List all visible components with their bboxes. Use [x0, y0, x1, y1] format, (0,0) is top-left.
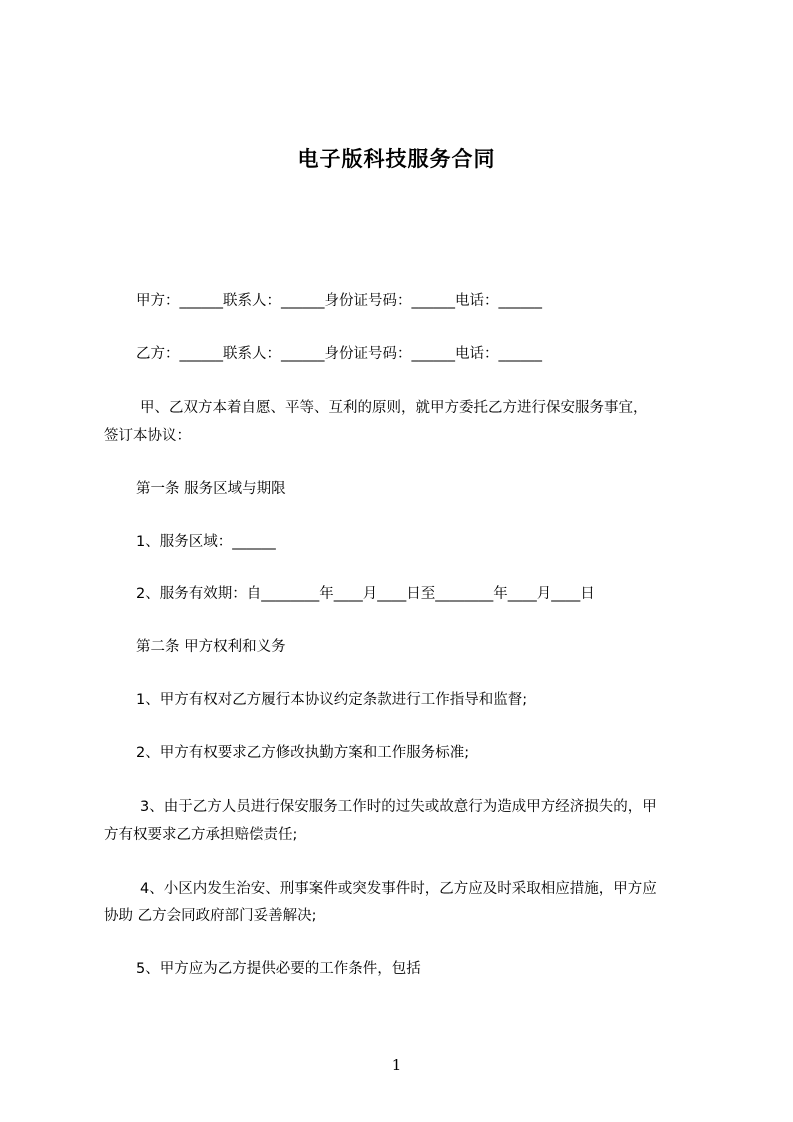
article-2-item-3-line-1: 3、由于乙方人员进行保安服务工作时的过失或故意行为造成甲方经济损失的，甲 [140, 799, 657, 815]
article-1-heading: 第一条 服务区域与期限 [136, 481, 286, 497]
article-2-item-5: 5、甲方应为乙方提供必要的工作条件，包括 [136, 961, 421, 977]
article-1-item-1: 1、服务区域：______ [136, 534, 276, 550]
article-2-item-3-line-2: 方有权要求乙方承担赔偿责任; [104, 827, 298, 843]
article-2-item-4-line-2: 协助 乙方会同政府部门妥善解决; [104, 908, 317, 924]
intro-line-1: 甲、乙双方本着自愿、平等、互利的原则，就甲方委托乙方进行保安服务事宜， [140, 400, 648, 416]
party-b-line: 乙方：______联系人：______身份证号码：______电话：______ [136, 346, 542, 362]
article-2-heading: 第二条 甲方权利和义务 [136, 639, 286, 655]
page-number: 1 [391, 1056, 402, 1074]
article-2-item-2: 2、甲方有权要求乙方修改执勤方案和工作服务标准; [136, 745, 470, 761]
party-a-line: 甲方：______联系人：______身份证号码：______电话：______ [136, 293, 542, 309]
intro-line-2: 签订本协议： [104, 428, 191, 444]
article-1-item-2: 2、服务有效期：自________年____月____日至________年____月____日 [136, 586, 595, 602]
article-2-item-1: 1、甲方有权对乙方履行本协议约定条款进行工作指导和监督; [136, 692, 528, 708]
article-2-item-4-line-1: 4、小区内发生治安、刑事案件或突发事件时，乙方应及时采取相应措施，甲方应 [140, 881, 657, 897]
document-title: 电子版科技服务合同 [297, 147, 496, 171]
